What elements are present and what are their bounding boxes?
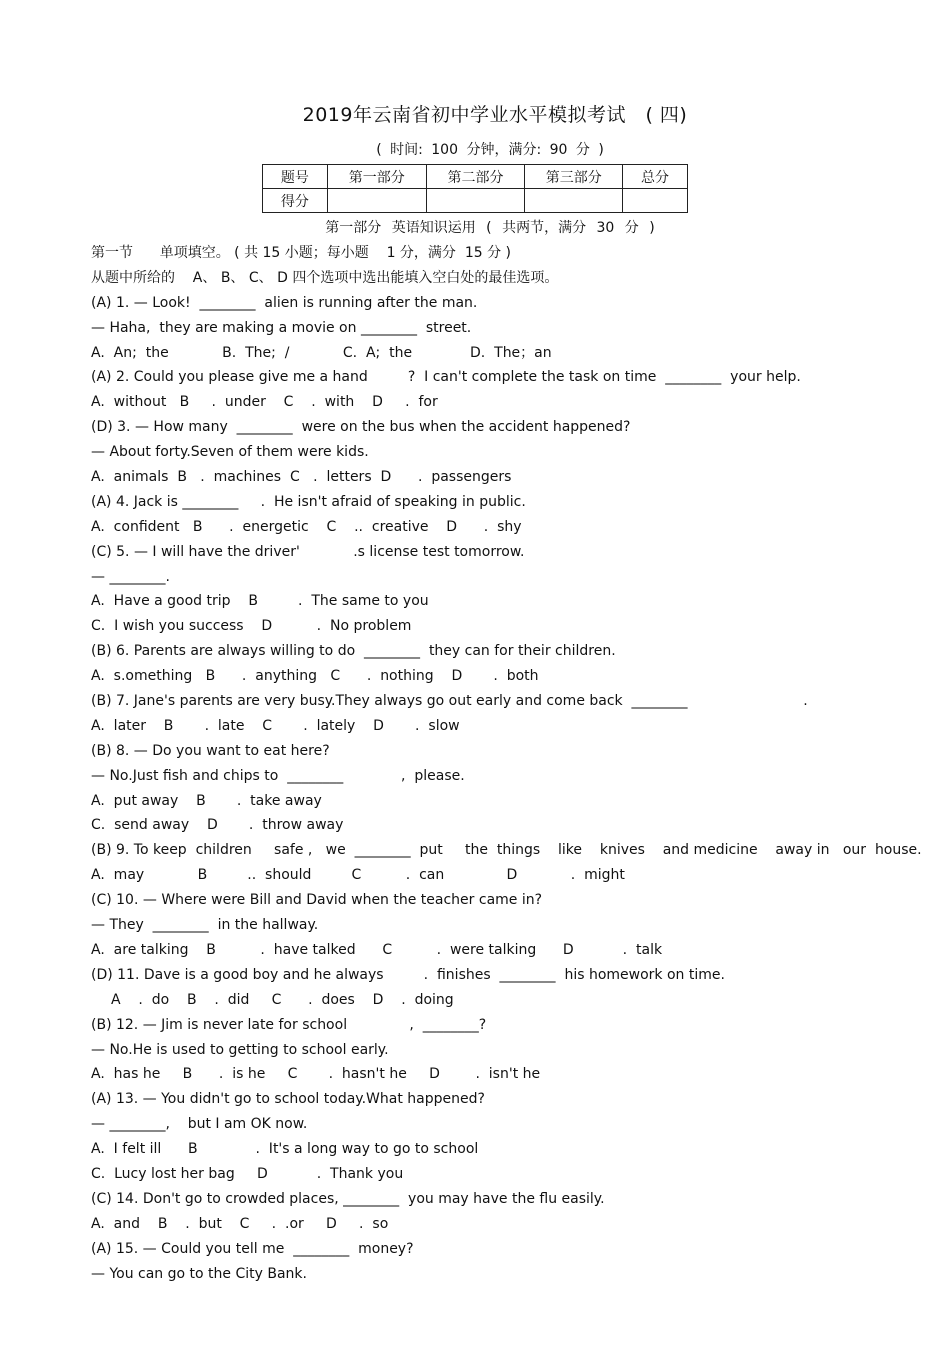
score-table-header-row	[263, 165, 688, 189]
question-line: (B) 12. — Jim is never late for school , ________?	[91, 1016, 487, 1033]
section-heading: 第一节 单项填空。 ( 共 15 小题；每小题 1 分，满分 15 分 )	[91, 245, 512, 261]
options-line: A. An; the B. The; / C. A; the D. The；an	[91, 344, 552, 361]
score-table-header-cell: 第二部分	[426, 165, 525, 189]
score-table-header-cell: 第一部分	[327, 165, 426, 189]
question-line: (B) 6. Parents are always willing to do ________ they can for their children.	[91, 643, 616, 660]
question-lines	[91, 241, 931, 1286]
score-table-blank-cell	[426, 189, 525, 213]
options-line: A. may B .. should C . can D . might	[91, 867, 625, 884]
question-line: (C) 5. — I will have the driver' .s license test tomorrow.	[91, 543, 525, 560]
dialogue-line: — ________.	[91, 568, 170, 585]
options-line: A. Have a good trip B . The same to you	[91, 593, 429, 610]
score-table-blank-cell	[525, 189, 623, 213]
score-table-row-label: 得分	[263, 189, 328, 213]
score-table-header-cell: 总分	[623, 165, 688, 189]
options-line: A. s.omething B . anything C . nothing D . both	[91, 668, 539, 685]
options-line: A. I felt ill B . It's a long way to go to school	[91, 1141, 479, 1158]
question-line: (B) 8. — Do you want to eat here?	[91, 742, 330, 759]
dialogue-line: — You can go to the City Bank.	[91, 1265, 307, 1282]
dialogue-line: — No.Just fish and chips to ________ , please.	[91, 767, 465, 784]
part-heading: 第一部分 英语知识运用 ( 共两节，满分 30 分 )	[325, 220, 655, 236]
question-line: (A) 2. Could you please give me a hand ? I can't complete the task on time ________ your help.	[91, 369, 801, 386]
score-table	[262, 164, 688, 213]
question-line: (A) 15. — Could you tell me ________ money?	[91, 1240, 414, 1257]
question-line: (A) 13. — You didn't go to school today.What happened?	[91, 1091, 485, 1108]
exam-title: 2019年云南省初中学业水平模拟考试 ( 四)	[302, 104, 688, 126]
question-line: (A) 4. Jack is ________ . He isn't afraid of speaking in public.	[91, 493, 526, 510]
options-line: C. I wish you success D . No problem	[91, 618, 412, 635]
question-line: (D) 3. — How many ________ were on the bus when the accident happened?	[91, 419, 631, 436]
score-table-score-row	[263, 189, 688, 213]
options-line: A . do B . did C . does D . doing	[111, 991, 454, 1008]
options-line: A. confident B . energetic C .. creative D . shy	[91, 518, 522, 535]
question-line: (C) 10. — Where were Bill and David when the teacher came in?	[91, 892, 543, 909]
question-line: (B) 9. To keep children safe , we ________ put the things like knives and medicine away in our house.	[91, 842, 922, 859]
score-table-blank-cell	[623, 189, 688, 213]
options-line: A. and B . but C . .or D . so	[91, 1215, 389, 1232]
dialogue-line: — About forty.Seven of them were kids.	[91, 444, 369, 461]
dialogue-line: — They ________ in the hallway.	[91, 917, 319, 934]
score-table-blank-cell	[327, 189, 426, 213]
options-line: A. animals B . machines C . letters D . passengers	[91, 469, 512, 486]
score-table-header-cell: 第三部分	[525, 165, 623, 189]
options-line: C. send away D . throw away	[91, 817, 344, 834]
dialogue-line: — ________, but I am OK now.	[91, 1116, 308, 1133]
dialogue-line: — No.He is used to getting to school early.	[91, 1041, 389, 1058]
question-line: (D) 11. Dave is a good boy and he always . finishes ________ his homework on time.	[91, 966, 725, 983]
question-line: (C) 14. Don't go to crowded places, ________ you may have the flu easily.	[91, 1190, 605, 1207]
score-table-header-cell: 题号	[263, 165, 328, 189]
dialogue-line: — Haha, they are making a movie on ________ street.	[91, 319, 472, 336]
question-line: (A) 1. — Look! ________ alien is running after the man.	[91, 294, 478, 311]
options-line: A. are talking B . have talked C . were talking D . talk	[91, 941, 663, 958]
options-line: C. Lucy lost her bag D . Thank you	[91, 1165, 404, 1182]
instruction-line: 从题中所给的 A、 B、 C、 D 四个选项中选出能填入空白处的最佳选项。	[91, 269, 559, 286]
exam-subtitle: ( 时间: 100 分钟，满分: 90 分 )	[376, 142, 604, 158]
question-line: (B) 7. Jane's parents are very busy.They always go out early and come back ________ .	[91, 693, 808, 710]
options-line: A. without B . under C . with D . for	[91, 394, 438, 411]
options-line: A. put away B . take away	[91, 792, 322, 809]
options-line: A. has he B . is he C . hasn't he D . isn't he	[91, 1066, 541, 1083]
options-line: A. later B . late C . lately D . slow	[91, 717, 460, 734]
